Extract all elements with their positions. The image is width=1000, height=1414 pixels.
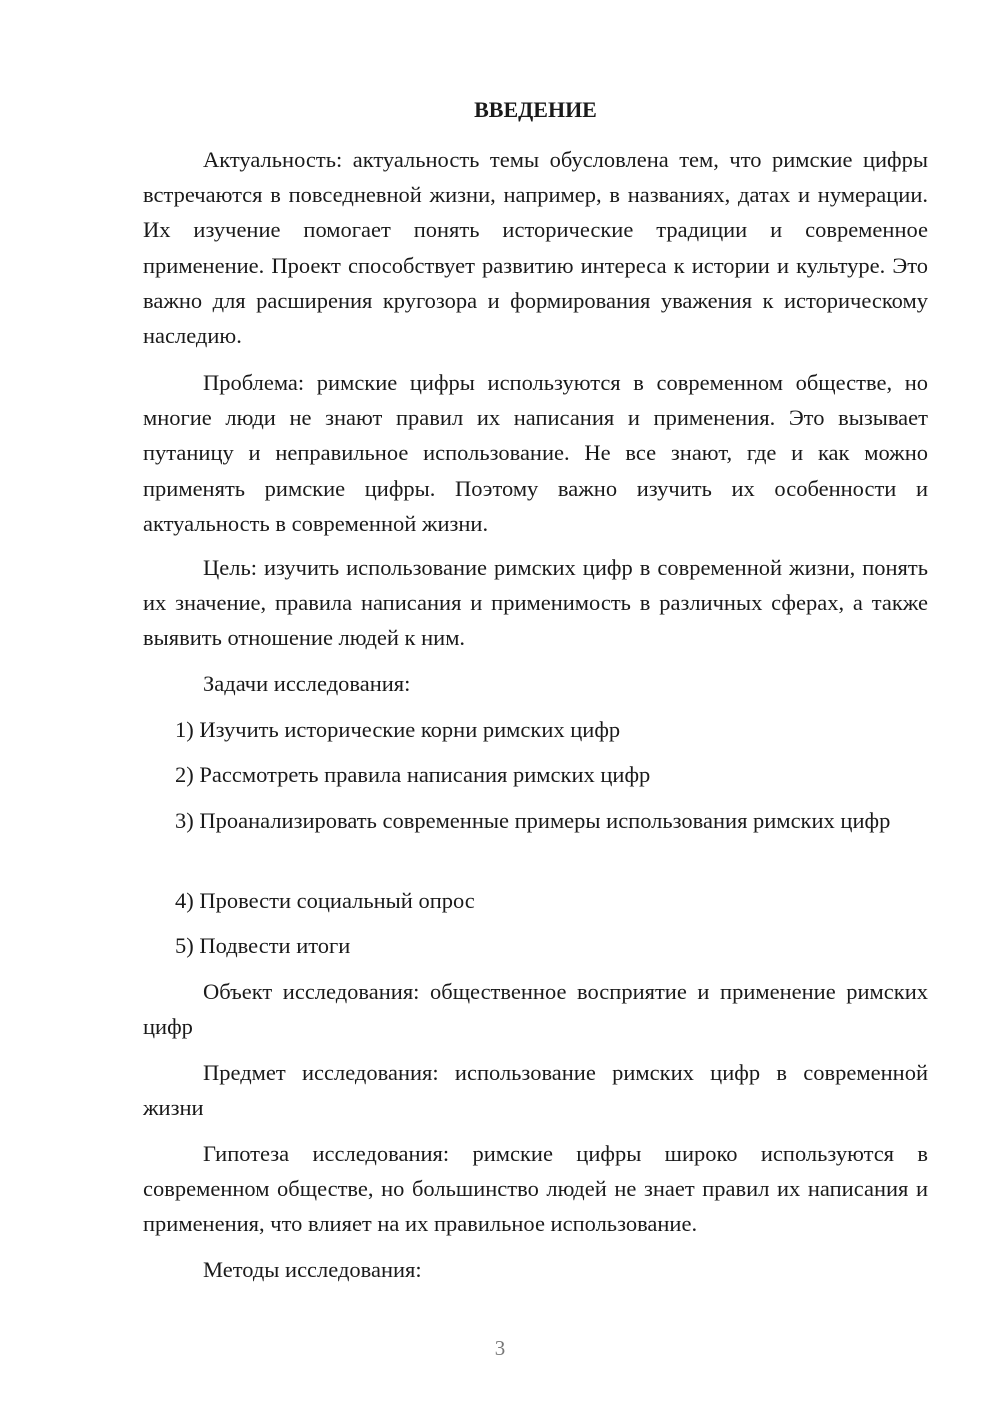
document-page — [143, 0, 928, 1414]
problem-paragraph: Проблема: римские цифры используются в современном обществе, но многие люди не знают правил их написания и применения. Это вызывает путаницу и неправильное использование. Не все знают, где и как можно применять римские цифры. Поэтому важно изучить их особенности и актуальность в современной жизни. — [143, 370, 928, 536]
task-list-item: 1) Изучить исторические корни римских цифр — [175, 717, 621, 742]
task-list-item: 5) Подвести итоги — [175, 933, 351, 958]
subject-paragraph: Предмет исследования: использование римских цифр в современной жизни — [143, 1060, 928, 1121]
page-number: 3 — [494, 1336, 506, 1360]
tasks-heading: Задачи исследования: — [203, 671, 411, 696]
task-list-item: 3) Проанализировать современные примеры использования римских цифр — [175, 808, 891, 833]
relevance-paragraph: Актуальность: актуальность темы обусловлена тем, что римские цифры встречаются в повседневной жизни, например, в названиях, датах и нумерации. Их изучение помогает понять исторические традиции и современное применение. Проект способствует развитию интереса к истории и культуре. Это важно для расширения кругозора и формирования уважения к историческому наследию. — [143, 147, 928, 349]
hypothesis-paragraph: Гипотеза исследования: римские цифры широко используются в современном обществе, но большинство людей не знает правил их написания и применения, что влияет на их правильное использование. — [143, 1141, 928, 1237]
page-title: ВВЕДЕНИЕ — [474, 97, 597, 122]
task-list-item: 2) Рассмотреть правила написания римских цифр — [175, 762, 651, 787]
goal-paragraph: Цель: изучить использование римских цифр в современной жизни, понять их значение, правила написания и применимость в различных сферах, а также выявить отношение людей к ним. — [143, 555, 928, 651]
task-list-item: 4) Провести социальный опрос — [175, 888, 475, 913]
methods-heading: Методы исследования: — [203, 1257, 422, 1282]
object-paragraph: Объект исследования: общественное восприятие и применение римских цифр — [143, 979, 928, 1040]
